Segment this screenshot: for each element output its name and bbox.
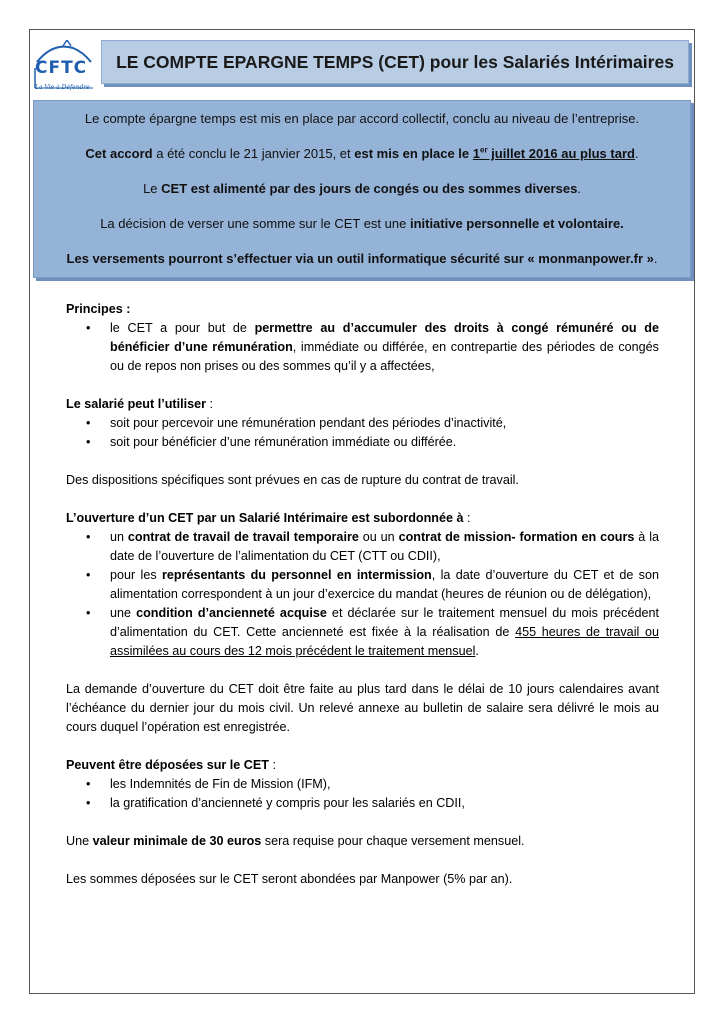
abondees-paragraph: Les sommes déposées sur le CET seront abondées par Manpower (5% par an). (66, 872, 513, 886)
list-item: • soit pour bénéficier d’une rémunération immédiate ou différée. (66, 433, 659, 452)
intro-line-5: Les versements pourront s’effectuer via un outil informatique sécurité sur « monmanpower.fr ». (66, 251, 658, 266)
intro-line-3: Le CET est alimenté par des jours de congés ou des sommes diverses. (143, 181, 581, 196)
list-item: • pour les représentants du personnel en intermission, la date d’ouverture du CET et de son alimentation correspondent à un jour d’exercice du mandat (heures de réunion ou de délégation), (66, 566, 659, 604)
rupture-paragraph: Des dispositions spécifiques sont prévues en cas de rupture du contrat de travail. (66, 473, 519, 487)
title-box (101, 40, 689, 84)
main-content (66, 300, 659, 889)
list-item: • la gratification d’ancienneté y compris pour les salariés en CDII, (66, 794, 659, 813)
principes-list (66, 319, 659, 376)
logo-text: CFTC (35, 58, 88, 78)
intro-line-1: Le compte épargne temps est mis en place par accord collectif, conclu au niveau de l’entreprise. (84, 111, 640, 126)
intro-line-4: La décision de verser une somme sur le CET est une initiative personnelle et volontaire. (100, 216, 624, 231)
page-title: LE COMPTE EPARGNE TEMPS (CET) pour les Salariés Intérimaires (116, 51, 674, 72)
deposees-list (66, 775, 659, 813)
deposees-heading: Peuvent être déposées sur le CET : (66, 758, 276, 772)
intro-line-2: Cet accord a été conclu le 21 janvier 2015, et est mis en place le 1er juillet 2016 au plus tard. (85, 145, 639, 161)
list-item: • un contrat de travail de travail temporaire ou un contrat de mission- formation en cours à la date de l’ouverture de l’alimentation du CET (CTT ou CDII), (66, 528, 659, 566)
utiliser-list (66, 414, 659, 452)
list-item: • une condition d’ancienneté acquise et déclarée sur le traitement mensuel du mois précédent d’alimentation du CET. Cette ancienneté est fixée à la réalisation de 455 heures de travail ou assimilées au cours des 12 mois précédent le traitement mensuel. (66, 604, 659, 661)
ouverture-list (66, 528, 659, 661)
list-item: • les Indemnités de Fin de Mission (IFM), (66, 775, 659, 794)
list-item: • le CET a pour but de permettre au d’accumuler des droits à congé rémunéré ou de bénéficier d’une rémunération, immédiate ou différée, en contrepartie des périodes de congés ou de repos non prises ou des sommes qu’il y a affectées, (66, 319, 659, 376)
logo-tagline: La Vie à Défendre (35, 84, 90, 91)
ouverture-heading: L’ouverture d’un CET par un Salarié Intérimaire est subordonnée à : (66, 511, 471, 525)
list-item: • soit pour percevoir une rémunération pendant des périodes d’inactivité, (66, 414, 659, 433)
minimum-paragraph: Une valeur minimale de 30 euros sera requise pour chaque versement mensuel. (66, 834, 525, 848)
principes-heading: Principes : (66, 302, 131, 316)
utiliser-heading: Le salarié peut l’utiliser : (66, 397, 213, 411)
demande-paragraph: La demande d’ouverture du CET doit être faite au plus tard dans le délai de 10 jours calendaires avant l’échéance du dernier jour du mois civil. Un relevé annexe au bulletin de salaire sera délivré le mois au cours duquel l’opération est enregistrée. (66, 682, 659, 734)
cftc-logo (33, 40, 97, 98)
intro-box (33, 100, 691, 278)
